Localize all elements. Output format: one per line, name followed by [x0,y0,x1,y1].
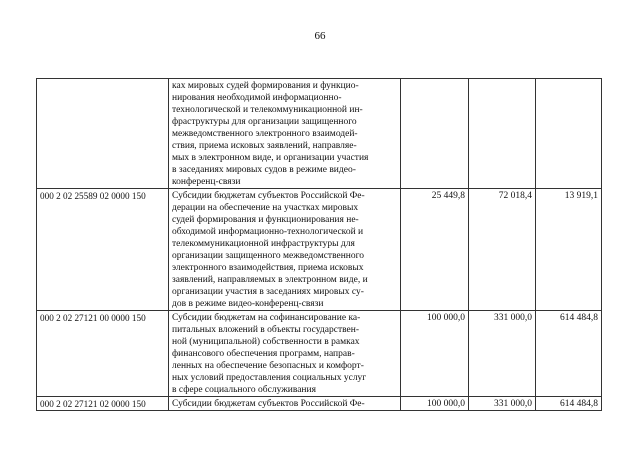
description-line: конференц-связи [172,177,241,187]
amount-cell-year-1: 25 449,8 [401,189,469,311]
amount-cell-year-1: 100 000,0 [401,311,469,397]
description-line: телекоммуникационной инфраструктуры для [172,239,355,249]
amount-cell-year-1: 100 000,0 [401,397,469,411]
description-line: Субсидии бюджетам субъектов Российской Фе- [172,399,365,409]
description-line: электронного взаимодействия, приема исковых [172,263,364,273]
description-line: в заседаниях мировых судов в режиме видео- [172,165,356,175]
description-line: финансового обеспечения программ, направ- [172,349,355,359]
description-line: питальных вложений в объекты государствен- [172,325,359,335]
description-line: обходимой информационно-технологической и [172,227,364,237]
table-row [37,397,602,411]
budget-code-cell: 000 2 02 27121 00 0000 150 [37,311,169,397]
description-line: ной (муниципальной) собственности в рамках [172,337,360,347]
amount-cell-year-2 [469,79,536,189]
budget-table [36,78,602,411]
description-line: ных условий предоставления социальных услуг [172,373,367,383]
amount-cell-year-2: 331 000,0 [469,397,536,411]
description-line: межведомственного электронного взаимодей- [172,129,358,139]
amount-cell-year-3: 614 484,8 [536,311,602,397]
description-line: заявлений, направляемых в электронном виде, и [172,275,368,285]
description-line: судей формирования и функционирования не- [172,215,359,225]
amount-cell-year-2: 72 018,4 [469,189,536,311]
description-line: Субсидии бюджетам на софинансирование ка- [172,313,361,323]
table-row [37,311,602,397]
description-line: дов в режиме видео-конференц-связи [172,299,324,309]
description-line: ствия, приема исковых заявлений, направляе- [172,141,357,151]
description-line: ках мировых судей формирования и функцио- [172,81,359,91]
description-line: нирования необходимой информационно- [172,93,342,103]
description-line: организации защищенного межведомственного [172,251,365,261]
description-line: фраструктуры для организации защищенного [172,117,357,127]
budget-code-cell [37,79,169,189]
amount-cell-year-2: 331 000,0 [469,311,536,397]
budget-code-cell: 000 2 02 27121 02 0000 150 [37,397,169,411]
description-cell [169,79,401,189]
page-number: 66 [314,30,326,42]
description-line: мых в электронном виде, и организации участия [172,153,369,163]
description-line: Субсидии бюджетам субъектов Российской Фе- [172,191,365,201]
budget-code-cell: 000 2 02 25589 02 0000 150 [37,189,169,311]
amount-cell-year-3 [536,79,602,189]
table-row [37,189,602,311]
description-line: дерации на обеспечение на участках мировых [172,203,359,213]
table-row [37,79,602,189]
description-line: ленных на обеспечение безопасных и комфорт- [172,361,364,371]
amount-cell-year-3: 13 919,1 [536,189,602,311]
description-cell [169,189,401,311]
description-line: технологической и телекоммуникационной ин- [172,105,363,115]
amount-cell-year-3: 614 484,8 [536,397,602,411]
description-cell [169,311,401,397]
description-cell [169,397,401,411]
amount-cell-year-1 [401,79,469,189]
description-line: организации участия в заседаниях мировых су- [172,287,364,297]
description-line: в сфере социального обслуживания [172,385,316,395]
